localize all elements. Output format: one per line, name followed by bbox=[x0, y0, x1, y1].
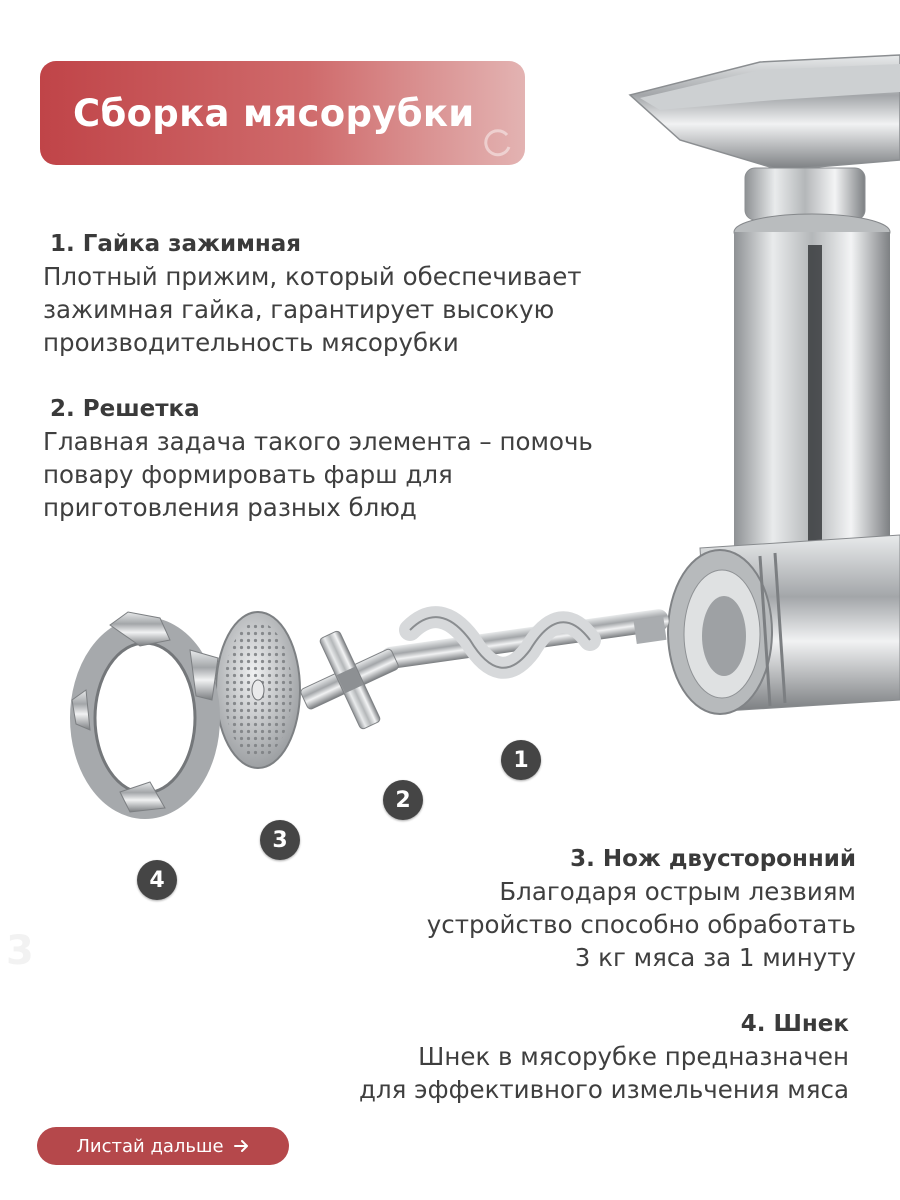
page-title: Сборка мясорубки bbox=[73, 91, 475, 135]
two-sided-knife bbox=[284, 614, 417, 747]
section-title: 4. Шнек bbox=[740, 1011, 849, 1037]
feed-tube bbox=[734, 214, 890, 572]
badge-3: 3 bbox=[260, 820, 300, 860]
section-text-line: 3 кг мяса за 1 минуту bbox=[574, 943, 856, 972]
section-text-line: приготовления разных блюд bbox=[43, 493, 417, 522]
grinding-plate bbox=[216, 612, 300, 768]
badge-1: 1 bbox=[501, 740, 541, 780]
section-text-line: для эффективного измельчения мяса bbox=[359, 1075, 849, 1104]
section-text-line: повару формировать фарш для bbox=[43, 460, 453, 489]
badge-4: 4 bbox=[137, 860, 177, 900]
section-text-line: Плотный прижим, который обеспечивает bbox=[43, 262, 582, 291]
auger-screw bbox=[380, 608, 670, 670]
section-knife bbox=[427, 843, 856, 974]
section-text-line: Шнек в мясорубке предназначен bbox=[418, 1042, 849, 1071]
section-plate bbox=[43, 393, 593, 524]
section-text-line: Главная задача такого элемента – помочь bbox=[43, 427, 593, 456]
refresh-decor-icon bbox=[477, 123, 517, 163]
section-text-line: устройство способно обработать bbox=[426, 910, 856, 939]
next-page-button[interactable] bbox=[37, 1127, 289, 1165]
locking-nut bbox=[72, 612, 218, 812]
next-button-label: Листай дальше bbox=[76, 1135, 224, 1157]
hopper-tray bbox=[630, 55, 900, 170]
section-text-line: производительность мясорубки bbox=[43, 328, 459, 357]
section-title: 2. Решетка bbox=[50, 396, 200, 422]
badge-2: 2 bbox=[383, 780, 423, 820]
title-banner bbox=[40, 61, 525, 165]
arrow-right-icon bbox=[234, 1139, 250, 1153]
section-title: 1. Гайка зажимная bbox=[50, 231, 302, 257]
section-text-line: Благодаря острым лезвиям bbox=[499, 877, 856, 906]
section-title: 3. Нож двусторонний bbox=[570, 846, 856, 872]
grinder-barrel bbox=[668, 535, 900, 714]
section-text-line: зажимная гайка, гарантирует высокую bbox=[43, 295, 555, 324]
section-auger bbox=[359, 1008, 849, 1106]
section-clamp-nut bbox=[43, 228, 582, 359]
ghost-page-number: 3 bbox=[6, 928, 34, 974]
